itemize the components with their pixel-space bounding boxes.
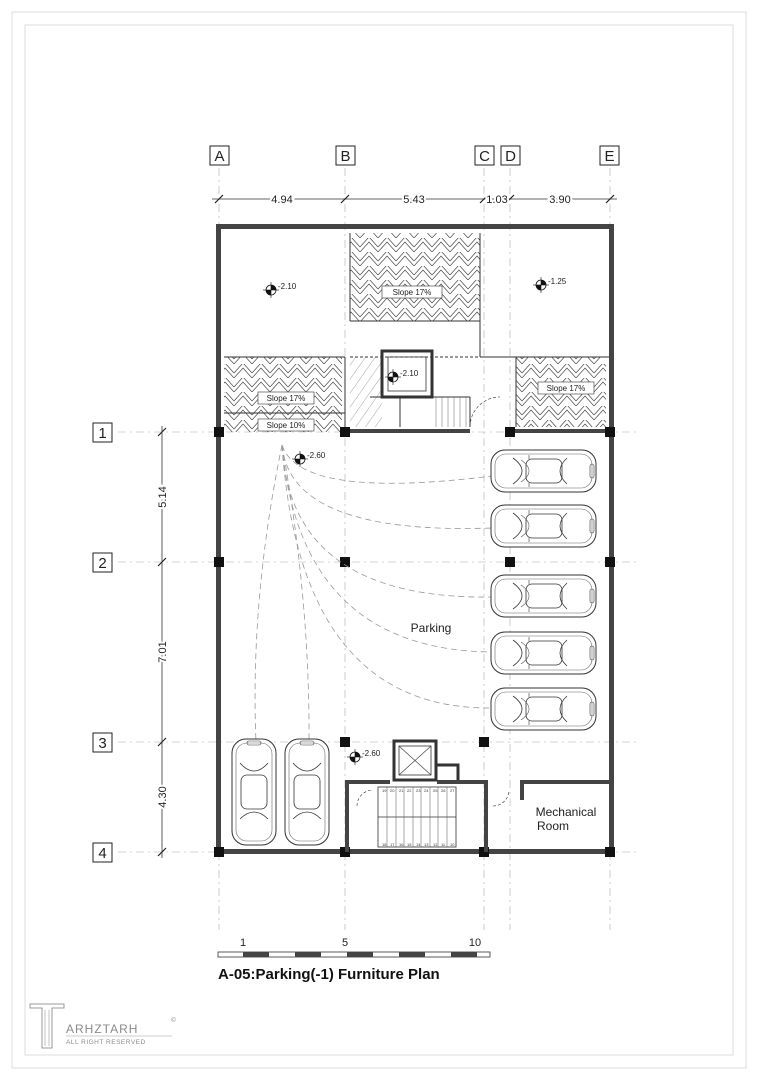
svg-text:10: 10: [450, 842, 455, 847]
car-6: [232, 739, 276, 845]
stair-numbers: [382, 788, 455, 847]
drawing-title: A-05:Parking(-1) Furniture Plan: [218, 966, 440, 983]
slope-label-right: Slope 17%: [546, 384, 586, 393]
upper-stair: [436, 397, 466, 427]
level-label-3: -2.10: [400, 369, 419, 378]
svg-text:23: 23: [416, 788, 421, 793]
car-4: [491, 632, 596, 674]
svg-text:22: 22: [407, 788, 412, 793]
dimension-chain-vertical: [157, 426, 169, 858]
sheet-border-inner: [25, 25, 733, 1055]
watermark-logo: [30, 1004, 176, 1048]
svg-text:24: 24: [424, 788, 429, 793]
svg-text:17: 17: [390, 842, 395, 847]
grid-row-labels: [93, 423, 112, 862]
car-7: [285, 739, 329, 845]
svg-text:19: 19: [382, 788, 387, 793]
car-1: [491, 450, 596, 492]
logo-copyright: ©: [171, 1017, 177, 1024]
room-label-parking: Parking: [410, 621, 452, 635]
stair-core: [345, 741, 614, 852]
dimension-chain-horizontal: [212, 194, 617, 206]
grid-label-c: C: [479, 148, 490, 165]
maneuver-paths: [255, 445, 492, 742]
grid-column-labels: [210, 146, 619, 165]
svg-text:15: 15: [407, 842, 412, 847]
svg-text:11: 11: [441, 842, 446, 847]
slope-label-left: Slope 17%: [266, 394, 306, 403]
slope-label-ramp: Slope 10%: [266, 421, 306, 430]
dim-3-4: 4.30: [157, 786, 169, 808]
logo-tagline: ALL RIGHT RESERVED: [66, 1039, 146, 1046]
svg-text:21: 21: [399, 788, 404, 793]
dim-a-b: 4.94: [271, 194, 293, 206]
grid-label-2: 2: [98, 555, 107, 572]
dim-c-d: 1.03: [486, 194, 508, 206]
grid-label-d: D: [505, 148, 516, 165]
scale-label-10: 10: [468, 937, 482, 949]
room-label-mechanical-room: Room: [536, 819, 570, 833]
grid-label-e: E: [604, 148, 615, 165]
parking-cars: [232, 450, 596, 845]
dim-b-c: 5.43: [403, 194, 425, 206]
svg-text:18: 18: [382, 842, 387, 847]
level-label-2: -1.25: [548, 277, 567, 286]
sheet-border-outer: [12, 12, 746, 1068]
car-5: [491, 688, 596, 730]
grid-label-1: 1: [98, 425, 107, 442]
scale-label-5: 5: [341, 937, 349, 949]
svg-text:26: 26: [441, 788, 446, 793]
dim-d-e: 3.90: [549, 194, 571, 206]
svg-text:25: 25: [433, 788, 438, 793]
car-2: [491, 505, 596, 547]
level-label-1: -2.10: [278, 282, 297, 291]
logo-text: ARHZTARH: [66, 1022, 139, 1036]
slope-label-top: Slope 17%: [392, 288, 432, 297]
level-label-4: -2.60: [307, 451, 326, 460]
svg-text:16: 16: [399, 842, 404, 847]
grid-label-3: 3: [98, 735, 107, 752]
svg-text:27: 27: [450, 788, 455, 793]
level-label-5: -2.60: [362, 749, 381, 758]
dim-2-3: 7.01: [157, 641, 169, 663]
svg-text:13: 13: [424, 842, 429, 847]
grid-label-4: 4: [98, 845, 107, 862]
scale-bar: [218, 937, 490, 957]
svg-text:12: 12: [433, 842, 438, 847]
dim-1-2: 5.14: [157, 486, 169, 508]
svg-text:20: 20: [390, 788, 395, 793]
svg-text:14: 14: [416, 842, 421, 847]
car-3: [491, 575, 596, 617]
scale-label-1: 1: [239, 937, 247, 949]
grid-label-a: A: [214, 148, 225, 165]
room-label-mechanical: Mechanical: [535, 805, 597, 819]
grid-label-b: B: [340, 148, 351, 165]
column-logo-icon: [30, 1004, 64, 1048]
